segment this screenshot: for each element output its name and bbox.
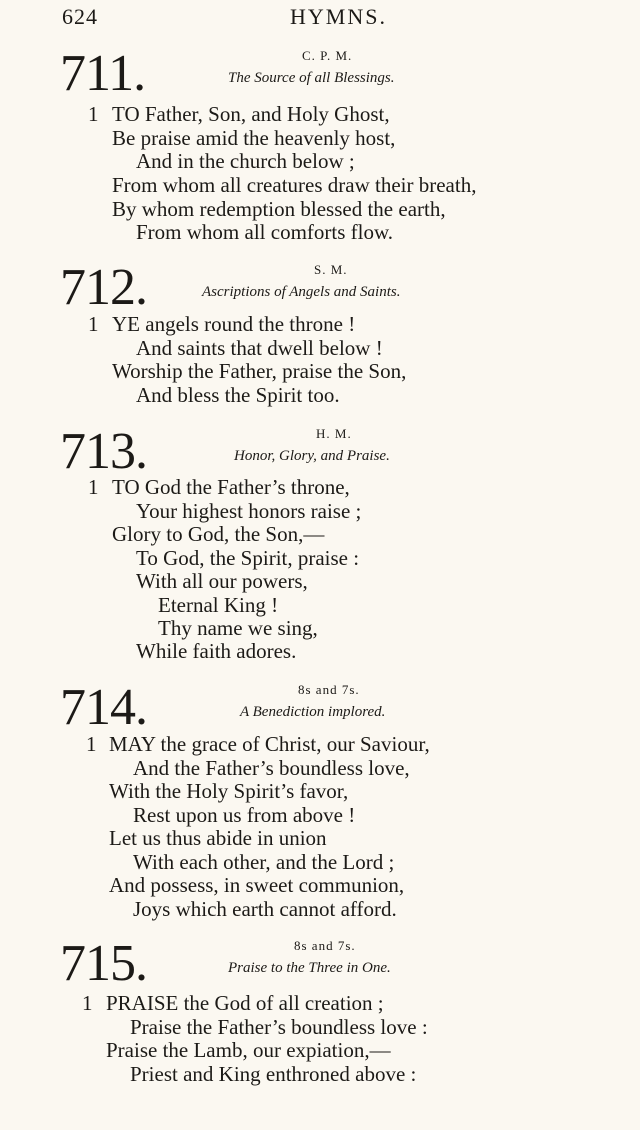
verse-line: From whom all comforts flow. (136, 220, 394, 244)
verse-line: PRAISE the God of all creation ; (106, 991, 384, 1015)
hymn-number: 714. (60, 679, 147, 736)
verse-line: Priest and King enthroned above : (130, 1062, 417, 1086)
hymn-number: 715. (60, 935, 147, 992)
verse-number: 1 (88, 312, 99, 336)
verse-line: Praise the Lamb, our expiation,— (106, 1038, 391, 1062)
running-head (0, 4, 640, 34)
hymn-meter: 8s and 7s. (294, 938, 356, 953)
verse-line: Worship the Father, praise the Son, (112, 359, 407, 383)
hymn-meter: C. P. M. (302, 48, 353, 63)
verse-number: 1 (88, 475, 99, 499)
verse-line: And bless the Spirit too. (136, 383, 340, 407)
hymn-number: 711. (60, 45, 146, 102)
verse-line: TO Father, Son, and Holy Ghost, (112, 102, 390, 126)
verse-line: Praise the Father’s boundless love : (130, 1015, 428, 1039)
verse-line: Glory to God, the Son,— (112, 522, 325, 546)
verse-line: And the Father’s boundless love, (133, 756, 410, 780)
page-title: HYMNS. (290, 4, 387, 29)
verse-number: 1 (88, 102, 99, 126)
hymn-subtitle: Honor, Glory, and Praise. (234, 448, 390, 464)
verse-line: And in the church below ; (136, 149, 355, 173)
verse-line: Your highest honors raise ; (136, 499, 362, 523)
verse-line: Eternal King ! (158, 593, 279, 617)
verse-line: Be praise amid the heavenly host, (112, 126, 396, 150)
verse-line: And saints that dwell below ! (136, 336, 383, 360)
verse-line: Joys which earth cannot afford. (133, 897, 397, 921)
verse-line: Rest upon us from above ! (133, 803, 356, 827)
verse-line: With each other, and the Lord ; (133, 850, 395, 874)
hymn-number: 713. (60, 423, 147, 480)
verse-line: Thy name we sing, (158, 616, 318, 640)
verse-line: MAY the grace of Christ, our Saviour, (109, 732, 430, 756)
hymn-meter: S. M. (314, 262, 348, 277)
verse-line: With all our powers, (136, 569, 308, 593)
verse-line: By whom redemption blessed the earth, (112, 197, 446, 221)
hymn-subtitle: Ascriptions of Angels and Saints. (202, 284, 401, 300)
hymn-number: 712. (60, 259, 147, 316)
verse-line: While faith adores. (136, 639, 297, 663)
verse-number: 1 (82, 991, 93, 1015)
verse-number: 1 (86, 732, 97, 756)
verse-line: YE angels round the throne ! (112, 312, 356, 336)
verse-line: With the Holy Spirit’s favor, (109, 779, 349, 803)
verse-line: Let us thus abide in union (109, 826, 327, 850)
verse-line: To God, the Spirit, praise : (136, 546, 360, 570)
hymn-subtitle: Praise to the Three in One. (228, 960, 391, 976)
hymn-meter: 8s and 7s. (298, 682, 360, 697)
hymn-meter: H. M. (316, 426, 352, 441)
page-number: 624 (62, 4, 98, 29)
hymn-subtitle: A Benediction implored. (240, 704, 386, 720)
verse-line: From whom all creatures draw their breath, (112, 173, 477, 197)
hymn-subtitle: The Source of all Blessings. (228, 70, 395, 86)
verse-line: TO God the Father’s throne, (112, 475, 350, 499)
verse-line: And possess, in sweet communion, (109, 873, 405, 897)
